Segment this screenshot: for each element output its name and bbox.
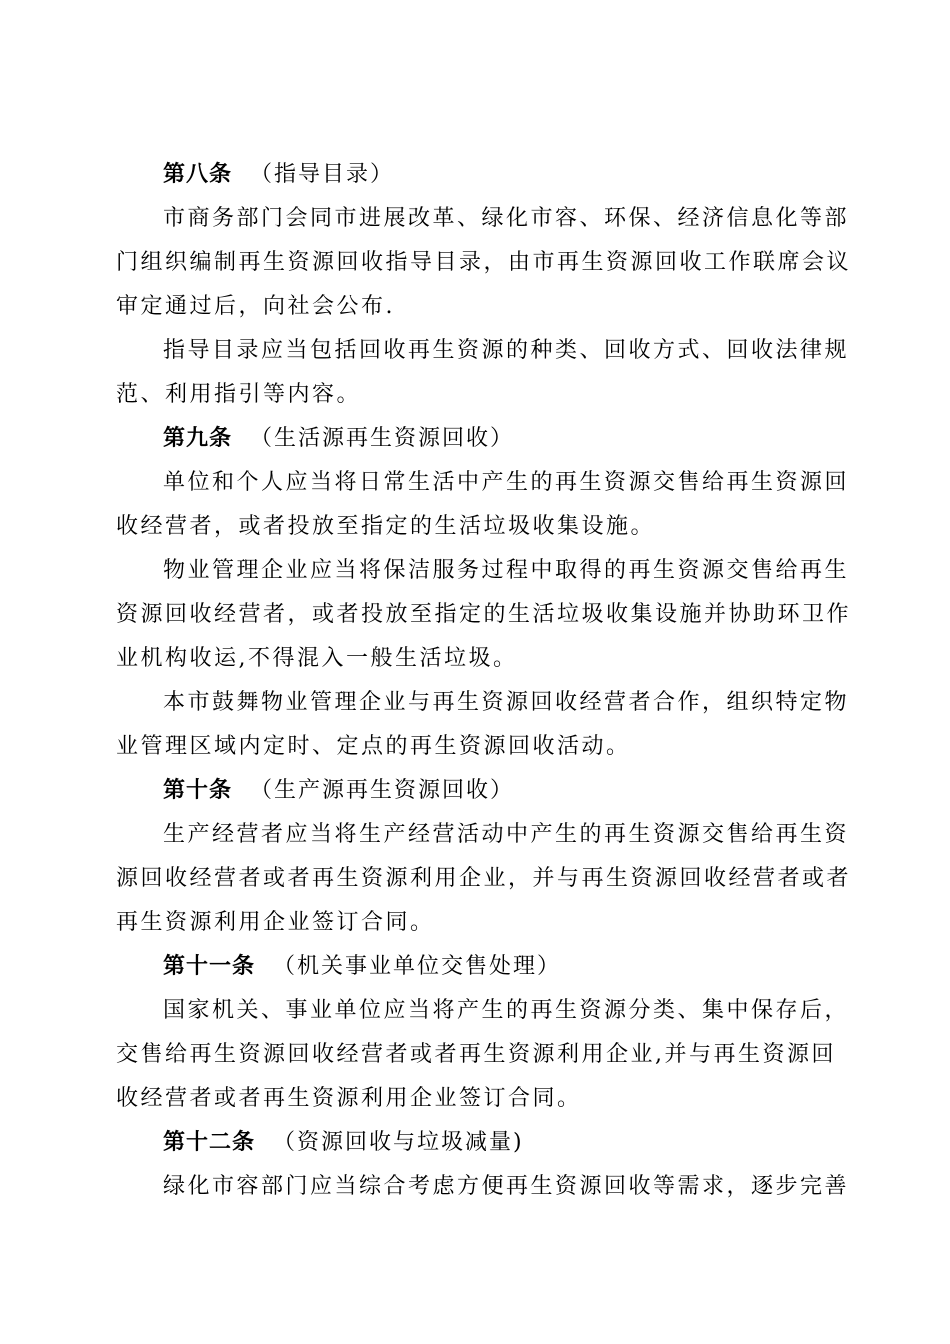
paragraph-line: 门组织编制再生资源回收指导目录，由市再生资源回收工作联席会议 bbox=[116, 250, 852, 275]
paragraph-line: 源回收经营者或者再生资源利用企业，并与再生资源回收经营者或者 bbox=[116, 866, 852, 891]
article-title: （指导目录） bbox=[250, 162, 395, 187]
paragraph-line: 交售给再生资源回收经营者或者再生资源利用企业,并与再生资源回 bbox=[116, 1042, 836, 1067]
article-number: 第九条 bbox=[163, 426, 233, 451]
paragraph-line: 业管理区域内定时、定点的再生资源回收活动。 bbox=[116, 734, 631, 759]
paragraph-line: 本市鼓舞物业管理企业与再生资源回收经营者合作，组织特定物 bbox=[163, 690, 850, 715]
paragraph-line: 业机构收运,不得混入一般生活垃圾。 bbox=[116, 646, 518, 671]
paragraph-line: 收经营者或者再生资源利用企业签订合同。 bbox=[116, 1086, 582, 1111]
article-title: （生活源再生资源回收） bbox=[250, 426, 515, 451]
article-heading bbox=[116, 1125, 836, 1161]
article-title: （资源回收与垃圾减量) bbox=[273, 1130, 524, 1155]
paragraph-line: 生产经营者应当将生产经营活动中产生的再生资源交售给再生资 bbox=[163, 822, 850, 847]
paragraph-line: 市商务部门会同市进展改革、绿化市容、环保、经济信息化等部 bbox=[163, 206, 850, 231]
paragraph-line: 单位和个人应当将日常生活中产生的再生资源交售给再生资源回 bbox=[163, 470, 850, 495]
paragraph-line: 指导目录应当包括回收再生资源的种类、回收方式、回收法律规 bbox=[163, 338, 850, 363]
paragraph-line: 再生资源利用企业签订合同。 bbox=[116, 910, 435, 935]
article-number: 第十二条 bbox=[163, 1130, 256, 1155]
paragraph-line: 范、利用指引等内容。 bbox=[116, 382, 362, 407]
article-title: （机关事业单位交售处理） bbox=[273, 954, 562, 979]
paragraph-line: 审定通过后，向社会公布. bbox=[116, 294, 395, 319]
article-heading bbox=[116, 949, 836, 985]
article-number: 第十条 bbox=[163, 778, 233, 803]
paragraph-line: 物业管理企业应当将保洁服务过程中取得的再生资源交售给再生 bbox=[163, 558, 850, 583]
article-heading bbox=[116, 157, 836, 193]
paragraph-line: 绿化市容部门应当综合考虑方便再生资源回收等需求，逐步完善 bbox=[163, 1174, 850, 1199]
document-page bbox=[116, 157, 852, 1205]
article-title: （生产源再生资源回收） bbox=[250, 778, 515, 803]
article-heading bbox=[116, 773, 836, 809]
article-number: 第八条 bbox=[163, 162, 233, 187]
paragraph-line: 国家机关、事业单位应当将产生的再生资源分类、集中保存后， bbox=[163, 998, 850, 1023]
paragraph-line: 资源回收经营者，或者投放至指定的生活垃圾收集设施并协助环卫作 bbox=[116, 602, 852, 627]
paragraph-line: 收经营者，或者投放至指定的生活垃圾收集设施。 bbox=[116, 514, 656, 539]
article-number: 第十一条 bbox=[163, 954, 256, 979]
article-heading bbox=[116, 421, 836, 457]
